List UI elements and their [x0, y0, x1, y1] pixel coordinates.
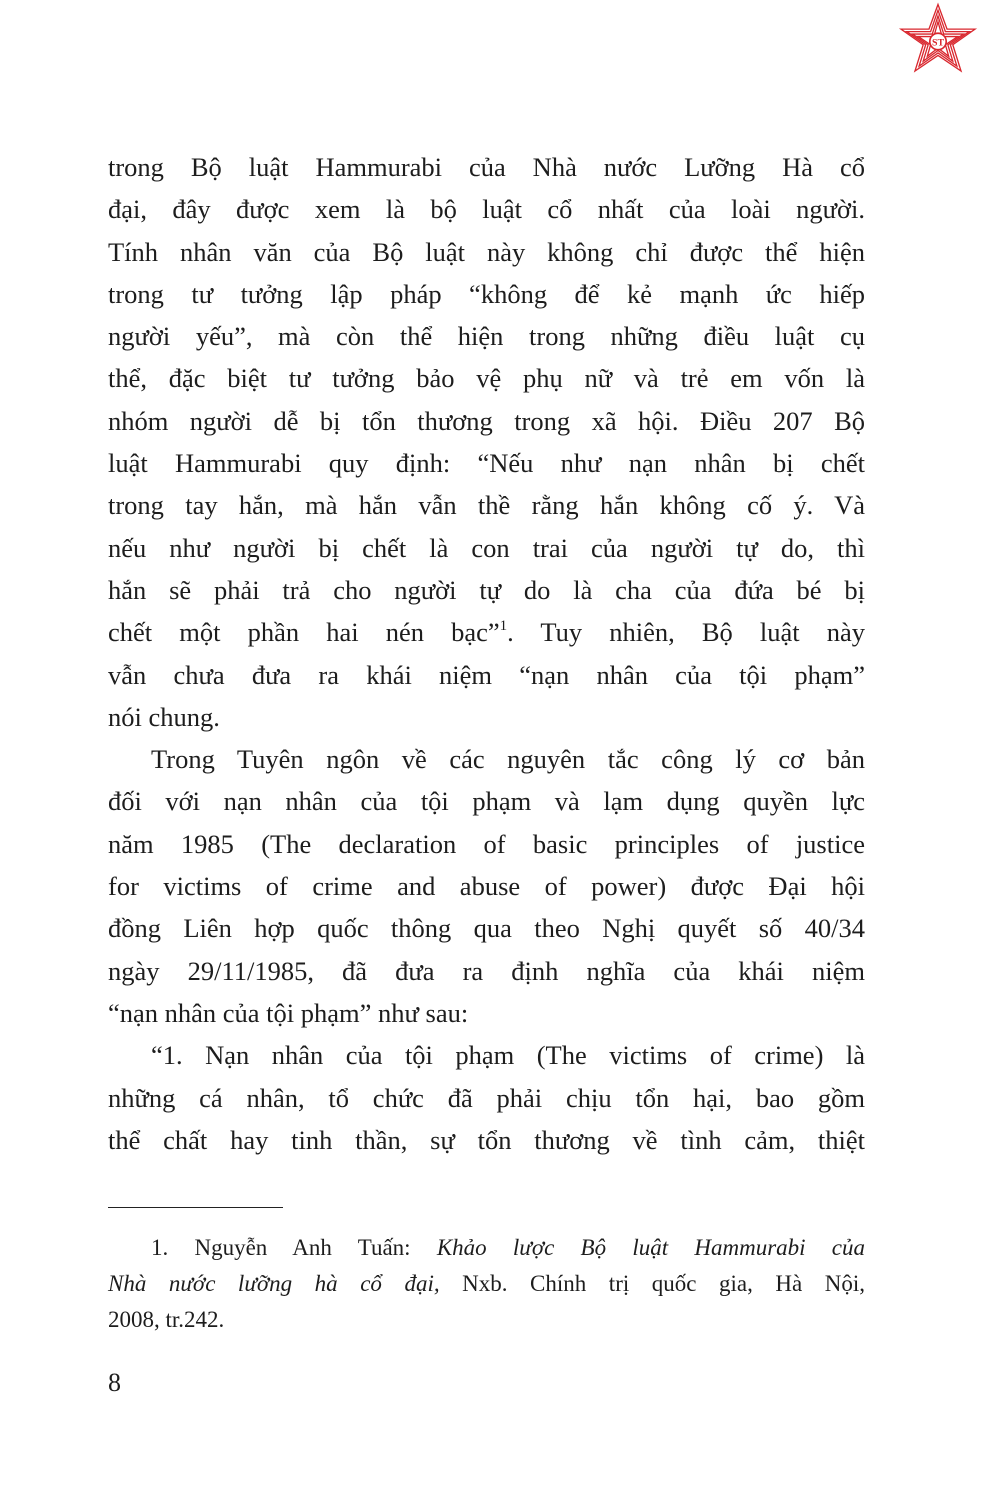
text-line-content: Trong Tuyên ngôn về các nguyên tắc công lý cơ bản — [151, 744, 865, 775]
text-line — [108, 1034, 865, 1076]
text-line-content: nhóm người dễ bị tổn thương trong xã hội. Điều 207 Bộ — [108, 405, 865, 436]
text-line-content: “1. Nạn nhân của tội phạm (The victims of crime) là — [151, 1040, 865, 1071]
text-line-content: chết một phần hai nén bạc” — [108, 617, 500, 648]
text-line — [108, 865, 865, 907]
text-line — [108, 823, 865, 865]
text-line — [108, 527, 865, 569]
text-line-content: trong tư tưởng lập pháp “không để kẻ mạnh ức hiếp — [108, 278, 865, 309]
text-line — [108, 738, 865, 780]
page-number: 8 — [108, 1368, 121, 1397]
body-text — [108, 146, 865, 1161]
text-line — [108, 357, 865, 399]
text-line — [108, 992, 865, 1034]
svg-text:ST: ST — [931, 37, 945, 49]
star-logo-icon — [896, 2, 980, 76]
text-line-content: người yếu”, mà còn thể hiện trong những điều luật cụ — [108, 321, 865, 352]
text-line-content: đại, đây được xem là bộ luật cổ nhất của loài người. — [108, 194, 865, 225]
text-line — [108, 950, 865, 992]
text-line — [108, 611, 865, 653]
text-line-content: trong Bộ luật Hammurabi của Nhà nước Lưỡng Hà cổ — [108, 152, 865, 182]
publisher-logo — [896, 2, 980, 76]
text-line-content: đối với nạn nhân của tội phạm và lạm dụng quyền lực — [108, 786, 865, 817]
text-line — [108, 1119, 865, 1161]
text-line — [108, 400, 865, 442]
text-line-content: thể chất hay tinh thần, sự tổn thương về tình cảm, thiệt — [108, 1124, 865, 1155]
text-line — [108, 569, 865, 611]
text-line — [108, 146, 865, 188]
text-line — [108, 231, 865, 273]
text-line — [108, 315, 865, 357]
text-line-content: những cá nhân, tổ chức đã phải chịu tổn hại, bao gồm — [108, 1082, 865, 1113]
footnote-year-page: 2008, tr.242. — [108, 1307, 225, 1332]
footnote-line — [108, 1266, 865, 1302]
text-line — [108, 273, 865, 315]
text-line-content: nếu như người bị chết là con trai của người tự do, thì — [108, 532, 865, 563]
text-line-content: năm 1985 (The declaration of basic principles of justice — [108, 828, 865, 859]
footnote — [108, 1230, 865, 1338]
text-line — [108, 654, 865, 696]
footnote-divider — [108, 1207, 283, 1208]
text-line-content: nói chung. — [108, 701, 220, 732]
text-line — [108, 780, 865, 822]
footnote-reference[interactable]: 1 — [499, 618, 508, 635]
text-line-content: . Tuy nhiên, Bộ luật này — [507, 617, 865, 648]
text-line — [108, 484, 865, 526]
footnote-title-cont: Nhà nước lưỡng hà cổ đại, — [108, 1271, 440, 1296]
text-line-content: trong tay hắn, mà hắn vẫn thề rằng hắn không cố ý. Và — [108, 490, 865, 521]
footnote-line — [108, 1302, 865, 1338]
text-line-content: đồng Liên hợp quốc thông qua theo Nghị quyết số 40/34 — [108, 913, 865, 944]
text-line-content: vẫn chưa đưa ra khái niệm “nạn nhân của tội phạm” — [108, 659, 865, 690]
footnote-title: Khảo lược Bộ luật Hammurabi của — [436, 1235, 865, 1260]
text-line-content: for victims of crime and abuse of power) được Đại hội — [108, 871, 865, 902]
text-line-content: ngày 29/11/1985, đã đưa ra định nghĩa của khái niệm — [108, 955, 865, 986]
text-line — [108, 188, 865, 230]
footnote-line — [108, 1230, 865, 1266]
text-line — [108, 442, 865, 484]
text-line-content: thể, đặc biệt tư tưởng bảo vệ phụ nữ và trẻ em vốn là — [108, 363, 865, 394]
text-line-content: Tính nhân văn của Bộ luật này không chỉ được thể hiện — [108, 236, 865, 267]
footnote-author: 1. Nguyễn Anh Tuấn: — [151, 1235, 437, 1260]
text-line — [108, 907, 865, 949]
footnote-publisher: Nxb. Chính trị quốc gia, Hà Nội, — [439, 1271, 866, 1296]
text-line-content: “nạn nhân của tội phạm” như sau: — [108, 997, 469, 1028]
text-line-content: luật Hammurabi quy định: “Nếu như nạn nhân bị chết — [108, 448, 865, 479]
text-line — [108, 696, 865, 738]
text-line — [108, 1077, 865, 1119]
text-line-content: hắn sẽ phải trả cho người tự do là cha của đứa bé bị — [108, 574, 865, 605]
